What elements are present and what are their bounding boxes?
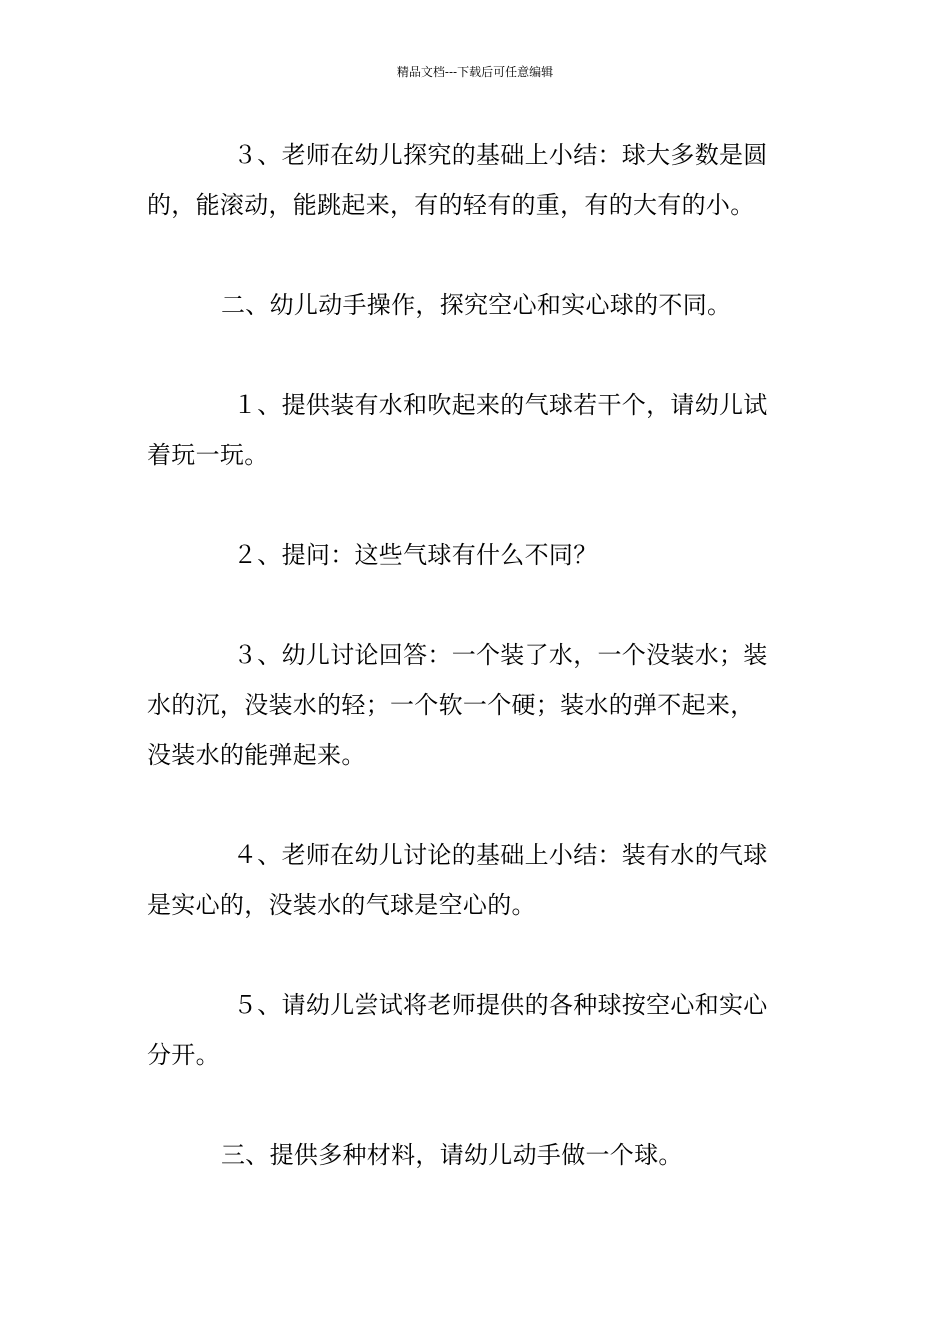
paragraph-line: 是实心的，没装水的气球是空心的。	[147, 891, 536, 919]
section-heading-2	[147, 280, 812, 330]
paragraph-step-2	[147, 530, 812, 580]
section-heading-3	[147, 1130, 812, 1180]
paragraph-step-3-discussion	[147, 630, 812, 780]
paragraph-line: 水的沉，没装水的轻；一个软一个硬；装水的弹不起来，	[147, 691, 755, 719]
document-body	[147, 130, 812, 1180]
paragraph-line: 的，能滚动，能跳起来，有的轻有的重，有的大有的小。	[147, 191, 755, 219]
paragraph-line: ５、请幼儿尝试将老师提供的各种球按空心和实心	[233, 991, 768, 1019]
paragraph-line: １、提供装有水和吹起来的气球若干个，请幼儿试	[233, 391, 768, 419]
paragraph-step-5	[147, 980, 812, 1080]
paragraph-line: 没装水的能弹起来。	[147, 741, 366, 769]
paragraph-step-4	[147, 830, 812, 930]
page-header: 精品文档---下载后可任意编辑	[396, 65, 554, 79]
paragraph-line: ２、提问：这些气球有什么不同？	[233, 541, 598, 569]
heading-line: 三、提供多种材料，请幼儿动手做一个球。	[221, 1141, 683, 1169]
paragraph-line: 分开。	[147, 1041, 220, 1069]
paragraph-line: ３、老师在幼儿探究的基础上小结：球大多数是圆	[233, 141, 768, 169]
paragraph-line: 着玩一玩。	[147, 441, 269, 469]
heading-line: 二、幼儿动手操作，探究空心和实心球的不同。	[221, 291, 732, 319]
paragraph-line: ４、老师在幼儿讨论的基础上小结：装有水的气球	[233, 841, 768, 869]
paragraph-step-1	[147, 380, 812, 480]
paragraph-step-3-summary	[147, 130, 812, 230]
paragraph-line: ３、幼儿讨论回答：一个装了水，一个没装水；装	[233, 641, 768, 669]
